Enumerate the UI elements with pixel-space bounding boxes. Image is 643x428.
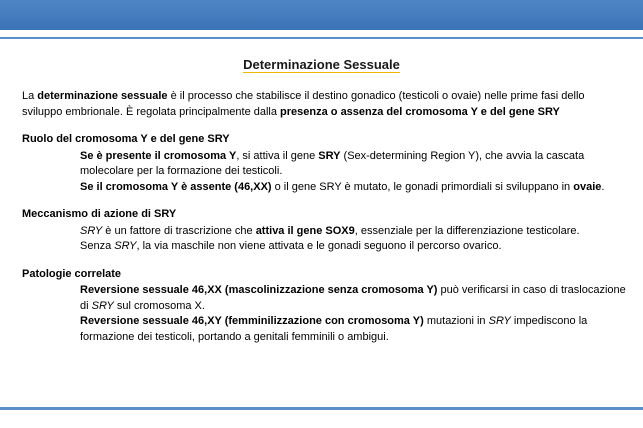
section-heading-mechanism: Meccanismo di azione di SRY [22,208,177,220]
document-body [22,89,627,345]
pathology-line-1: Reversione sessuale 46,XX (mascolinizzazione senza cromosoma Y) può verificarsi in caso di traslocazione di SRY sul cromosoma X. [80,284,626,312]
intro-paragraph: La determinazione sessuale è il processo che stabilisce il destino gonadico (testicoli o ovaie) nelle prime fasi dello sviluppo embrionale. È regolata principalmente dalla presenza o assenza del cromosoma Y e del gene SRY [22,90,585,118]
sry-role-line-2: Se il cromosoma Y è assente (46,XX) o il gene SRY è mutato, le gonadi primordiali si sviluppano in ovaie. [80,180,605,193]
sry-role-line-1: Se è presente il cromosoma Y, si attiva il gene SRY (Sex-determining Region Y), che avvia la cascata molecolare per la formazione dei testicoli. [80,149,585,177]
mechanism-line-2: Senza SRY, la via maschile non viene attivata e le gonadi seguono il percorso ovarico. [80,240,502,252]
mechanism-line-1: SRY è un fattore di trascrizione che attiva il gene SOX9, essenziale per la differenziazione testicolare. [80,224,580,237]
header-divider [0,37,643,39]
page-title: Determinazione Sessuale [243,57,400,72]
footer-divider [0,407,643,410]
header-band [0,0,643,30]
pathology-line-2: Reversione sessuale 46,XY (femminilizzazione con cromosoma Y) mutazioni in SRY impediscono la formazione dei testicoli, portando a genitali femminili o ambigui. [80,315,588,343]
section-heading-pathologies: Patologie correlate [22,267,122,280]
section-heading-sry-role: Ruolo del cromosoma Y e del gene SRY [22,133,230,145]
